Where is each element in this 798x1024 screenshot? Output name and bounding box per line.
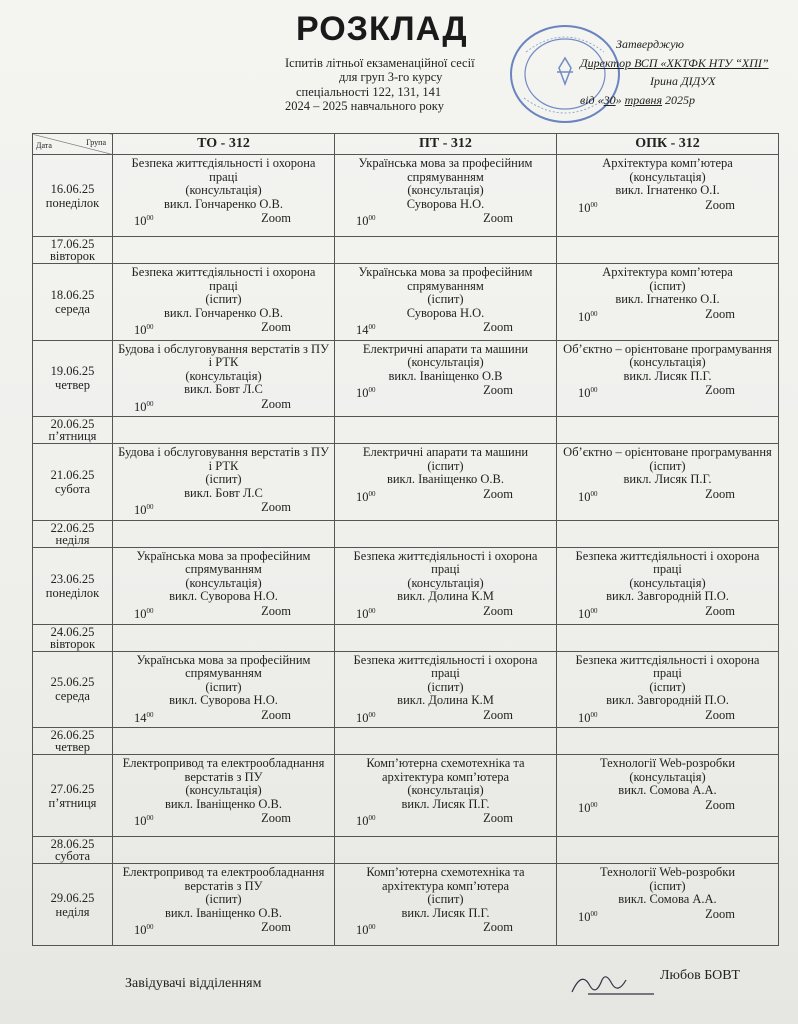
- subject-name: Електропривод та електрообладнання верстатів з ПУ: [122, 865, 325, 893]
- time-row: [560, 384, 775, 401]
- weekday: четвер: [55, 740, 90, 755]
- schedule-cell: [113, 728, 335, 755]
- start-time: $10^{00}$: [134, 814, 154, 829]
- start-time: $10^{00}$: [356, 606, 376, 622]
- signature-icon: [568, 962, 658, 1002]
- start-time: $10^{00}$: [578, 606, 598, 622]
- schedule-cell: [335, 651, 557, 728]
- teacher-name: викл. Долина К.М: [397, 589, 494, 604]
- meeting-mode: Zoom: [705, 306, 735, 321]
- teacher-name: викл. Суворова Н.О.: [169, 589, 278, 604]
- session-type: (іспит): [649, 278, 686, 293]
- schedule-cell: [335, 417, 557, 444]
- subject-name: Безпека життєдіяльності і охорона праці: [353, 548, 538, 577]
- schedule-cell: [113, 651, 335, 728]
- date-cell: [33, 755, 113, 837]
- meeting-mode: Zoom: [705, 197, 735, 212]
- teacher-name: викл. Ігнатенко О.І.: [615, 183, 720, 197]
- meeting-mode: Zoom: [483, 603, 513, 618]
- time-row: [338, 605, 553, 622]
- time-row: [338, 488, 553, 505]
- session-type: (іспит): [427, 892, 464, 907]
- schedule-cell: [557, 264, 779, 341]
- session-type: (іспит): [205, 679, 242, 694]
- session-type: (іспит): [427, 292, 464, 306]
- weekday: четвер: [55, 378, 90, 393]
- meeting-mode: Zoom: [483, 486, 513, 501]
- schedule-cell: [557, 155, 779, 237]
- meeting-mode: Zoom: [261, 211, 291, 225]
- start-time: $10^{00}$: [356, 814, 376, 829]
- start-time: $10^{00}$: [578, 489, 598, 504]
- session-type: (іспит): [427, 679, 464, 694]
- time-row: [560, 605, 775, 622]
- schedule-cell: [335, 864, 557, 946]
- schedule-cell: [113, 755, 335, 837]
- teacher-name: викл. Бовт Л.С: [184, 485, 263, 500]
- date-value: 29.06.25: [50, 890, 95, 905]
- date-cell: [33, 520, 113, 547]
- approval-line-3: Ірина ДІДУХ: [650, 74, 716, 88]
- session-type: (консультація): [407, 783, 484, 798]
- schedule-table: [32, 133, 779, 946]
- page-title: РОЗКЛАД: [296, 10, 468, 48]
- meeting-mode: Zoom: [261, 320, 291, 334]
- subject-name: Українська мова за професійним спрямуванням: [358, 156, 533, 184]
- date-value: 19.06.25: [50, 364, 95, 379]
- schedule-cell: [113, 444, 335, 521]
- footer-signer-title: Завідувачі відділенням: [125, 976, 262, 991]
- schedule-cell: [113, 864, 335, 946]
- table-row: [33, 837, 779, 864]
- schedule-cell: [557, 624, 779, 651]
- session-type: (консультація): [185, 183, 262, 197]
- session-type: (консультація): [629, 575, 706, 590]
- date-cell: [33, 728, 113, 755]
- schedule-cell: [113, 340, 335, 417]
- date-value: 26.06.25: [50, 728, 95, 743]
- subject-name: Безпека життєдіяльності і охорона праці: [131, 265, 316, 293]
- schedule-cell: [557, 444, 779, 521]
- table-row: [33, 520, 779, 547]
- start-time: $10^{00}$: [578, 800, 598, 815]
- start-time: $10^{00}$: [356, 710, 376, 725]
- session-type: (іспит): [649, 458, 686, 473]
- subject-name: Електричні апарати та машини: [362, 341, 529, 356]
- teacher-name: викл. Лисяк П.Г.: [401, 796, 490, 811]
- schedule-cell: [113, 237, 335, 264]
- schedule-cell: [335, 755, 557, 837]
- meeting-mode: Zoom: [483, 211, 513, 225]
- weekday: п’ятниця: [48, 429, 97, 444]
- subtitle-line-4: 2024 – 2025 навчального року: [285, 99, 444, 113]
- subject-name: Комп’ютерна схемотехніка та архітектура комп’ютера: [366, 756, 525, 784]
- meeting-mode: Zoom: [261, 396, 291, 411]
- meeting-mode: Zoom: [483, 811, 513, 826]
- start-time: $10^{00}$: [134, 323, 154, 338]
- subject-name: Комп’ютерна схемотехніка та архітектура комп’ютера: [366, 865, 525, 893]
- subtitle-line-1: Іспитів літньої екзаменаційної сесії: [285, 56, 475, 70]
- teacher-name: викл. Ігнатенко О.І.: [615, 292, 720, 306]
- start-time: $10^{00}$: [134, 923, 154, 938]
- meeting-mode: Zoom: [261, 920, 291, 935]
- schedule-cell: [113, 547, 335, 624]
- start-time: $10^{00}$: [134, 214, 154, 229]
- date-value: 22.06.25: [50, 520, 95, 535]
- time-row: [338, 812, 553, 829]
- date-value: 23.06.25: [50, 571, 95, 586]
- approval-line-2: Директор ВСП «ХКТФК НТУ “ХПІ”: [580, 56, 769, 70]
- schedule-cell: [557, 417, 779, 444]
- teacher-name: викл. Іваніщенко О.В: [388, 368, 503, 383]
- subject-name: Об’єктно – орієнтоване програмування: [563, 445, 772, 460]
- teacher-name: викл. Лисяк П.Г.: [623, 472, 712, 487]
- meeting-mode: Zoom: [261, 707, 291, 722]
- schedule-cell: [335, 837, 557, 864]
- session-type: (іспит): [205, 292, 242, 306]
- table-row: [33, 417, 779, 444]
- teacher-name: Суворова Н.О.: [406, 305, 485, 320]
- weekday: середа: [55, 689, 90, 704]
- time-row: [338, 921, 553, 938]
- start-time: $10^{00}$: [578, 386, 598, 401]
- date-value: 18.06.25: [50, 287, 95, 302]
- schedule-cell: [557, 520, 779, 547]
- start-time: $10^{00}$: [578, 309, 598, 324]
- date-cell: [33, 624, 113, 651]
- schedule-cell: [335, 264, 557, 341]
- approval-block: [580, 34, 780, 111]
- subject-name: Технології Web-розробки: [599, 756, 736, 771]
- teacher-name: викл. Бовт Л.С: [184, 382, 263, 397]
- start-time: $10^{00}$: [134, 503, 154, 518]
- weekday: вівторок: [49, 636, 96, 651]
- session-type: (іспит): [649, 679, 686, 694]
- subject-name: Безпека життєдіяльності і охорона праці: [131, 156, 316, 184]
- meeting-mode: Zoom: [705, 797, 735, 812]
- teacher-name: викл. Завгородній П.О.: [606, 589, 729, 604]
- group-header: ТО - 312: [113, 134, 335, 155]
- schedule-cell: [113, 155, 335, 237]
- date-value: 20.06.25: [50, 417, 95, 432]
- time-row: [560, 199, 775, 216]
- schedule-cell: [113, 264, 335, 341]
- schedule-cell: [557, 864, 779, 946]
- teacher-name: викл. Лисяк П.Г.: [623, 368, 712, 383]
- subtitle-line-3: спеціальності 122, 131, 141: [296, 85, 442, 99]
- meeting-mode: Zoom: [483, 920, 513, 935]
- table-row: [33, 864, 779, 946]
- weekday: субота: [54, 849, 91, 864]
- table-header-row: [33, 134, 779, 155]
- start-time: $10^{00}$: [356, 386, 376, 401]
- start-time: $10^{00}$: [578, 710, 598, 725]
- subject-name: Електропривод та електрообладнання верстатів з ПУ: [122, 756, 325, 784]
- time-row: [560, 908, 775, 925]
- meeting-mode: Zoom: [261, 500, 291, 515]
- session-type: (іспит): [205, 472, 242, 487]
- time-row: [560, 799, 775, 816]
- date-cell: [33, 444, 113, 521]
- meeting-mode: Zoom: [705, 906, 735, 921]
- session-type: (консультація): [407, 183, 484, 197]
- time-row: [116, 921, 331, 938]
- start-time: $10^{00}$: [578, 200, 598, 215]
- schedule-cell: [557, 755, 779, 837]
- table-row: [33, 340, 779, 417]
- date-value: 21.06.25: [50, 468, 95, 483]
- date-cell: [33, 264, 113, 341]
- approval-date: від «30» травня 2025р: [580, 93, 696, 107]
- weekday: понеділок: [45, 195, 100, 210]
- weekday: вівторок: [49, 249, 96, 263]
- corner-cell: Група Дата: [33, 134, 113, 155]
- teacher-name: викл. Іваніщенко О.В.: [164, 796, 283, 811]
- subject-name: Електричні апарати та машини: [362, 445, 529, 460]
- meeting-mode: Zoom: [261, 603, 291, 618]
- teacher-name: викл. Завгородній П.О.: [606, 693, 729, 708]
- time-row: [338, 709, 553, 726]
- session-type: (консультація): [629, 769, 706, 784]
- schedule-cell: [335, 155, 557, 237]
- schedule-cell: [335, 624, 557, 651]
- date-value: 27.06.25: [50, 781, 95, 796]
- date-value: 25.06.25: [50, 675, 95, 690]
- meeting-mode: Zoom: [705, 486, 735, 501]
- teacher-name: викл. Сомова А.А.: [618, 892, 717, 907]
- weekday: неділя: [55, 532, 90, 547]
- date-cell: [33, 155, 113, 237]
- session-type: (консультація): [407, 575, 484, 590]
- schedule-cell: [335, 444, 557, 521]
- meeting-mode: Zoom: [705, 707, 735, 722]
- time-row: [116, 212, 331, 229]
- meeting-mode: Zoom: [483, 707, 513, 722]
- subject-name: Будова і обслуговування верстатів з ПУ і РТК: [118, 445, 329, 473]
- weekday: понеділок: [45, 585, 100, 600]
- date-cell: [33, 651, 113, 728]
- teacher-name: викл. Іваніщенко О.В.: [386, 472, 505, 487]
- table-row: [33, 651, 779, 728]
- start-time: $10^{00}$: [578, 909, 598, 924]
- time-row: [338, 321, 553, 338]
- time-row: [338, 384, 553, 401]
- schedule-cell: [335, 340, 557, 417]
- session-type: (консультація): [407, 355, 484, 370]
- subject-name: Архітектура комп’ютера: [602, 265, 733, 279]
- teacher-name: викл. Гончаренко О.В.: [164, 305, 283, 320]
- date-cell: [33, 837, 113, 864]
- table-row: [33, 444, 779, 521]
- table-row: [33, 237, 779, 264]
- table-row: [33, 755, 779, 837]
- meeting-mode: Zoom: [261, 811, 291, 826]
- teacher-name: викл. Суворова Н.О.: [169, 693, 278, 708]
- date-value: 28.06.25: [50, 837, 95, 852]
- table-row: [33, 728, 779, 755]
- start-time: $10^{00}$: [356, 923, 376, 938]
- subject-name: Безпека життєдіяльності і охорона праці: [353, 652, 538, 681]
- teacher-name: викл. Іваніщенко О.В.: [164, 905, 283, 920]
- subtitle-line-2: для груп 3-го курсу: [339, 70, 443, 84]
- meeting-mode: Zoom: [483, 320, 513, 334]
- approval-line-1: Затверджую: [616, 37, 685, 51]
- time-row: [116, 398, 331, 415]
- subject-name: Українська мова за професійним спрямуванням: [358, 265, 533, 293]
- time-row: [116, 321, 331, 338]
- session-type: (іспит): [649, 878, 686, 893]
- time-row: [560, 308, 775, 325]
- subject-name: Безпека життєдіяльності і охорона праці: [575, 548, 760, 577]
- session-type: (консультація): [185, 575, 262, 590]
- subject-name: Українська мова за професійним спрямуванням: [136, 652, 311, 681]
- weekday: середа: [55, 301, 90, 316]
- session-type: (консультація): [185, 368, 262, 383]
- teacher-name: викл. Лисяк П.Г.: [401, 905, 490, 920]
- time-row: [116, 709, 331, 726]
- time-row: [338, 212, 553, 229]
- session-type: (іспит): [427, 458, 464, 473]
- weekday: субота: [54, 482, 91, 497]
- teacher-name: викл. Гончаренко О.В.: [164, 196, 283, 211]
- teacher-name: викл. Долина К.М: [397, 693, 494, 708]
- session-type: (консультація): [629, 169, 706, 184]
- subject-name: Будова і обслуговування верстатів з ПУ і РТК: [118, 341, 329, 370]
- start-time: $10^{00}$: [134, 399, 154, 414]
- meeting-mode: Zoom: [483, 383, 513, 398]
- group-header: ПТ - 312: [335, 134, 557, 155]
- schedule-cell: [113, 624, 335, 651]
- session-type: (консультація): [629, 355, 706, 370]
- schedule-cell: [335, 728, 557, 755]
- table-row: [33, 624, 779, 651]
- session-type: (іспит): [205, 892, 242, 907]
- teacher-name: Суворова Н.О.: [406, 196, 485, 211]
- schedule-cell: [113, 417, 335, 444]
- weekday: п’ятниця: [48, 795, 97, 810]
- date-cell: [33, 237, 113, 264]
- date-value: 24.06.25: [50, 624, 95, 639]
- time-row: [116, 812, 331, 829]
- schedule-cell: [113, 520, 335, 547]
- session-type: (консультація): [185, 783, 262, 798]
- subject-name: Об’єктно – орієнтоване програмування: [563, 341, 772, 356]
- start-time: $10^{00}$: [134, 606, 154, 622]
- schedule-cell: [557, 547, 779, 624]
- subject-name: Архітектура комп’ютера: [602, 156, 733, 170]
- schedule-cell: [335, 237, 557, 264]
- date-value: 16.06.25: [50, 181, 95, 196]
- date-cell: [33, 340, 113, 417]
- time-row: [116, 605, 331, 622]
- start-time: $14^{00}$: [134, 710, 154, 725]
- schedule-cell: [557, 728, 779, 755]
- footer-signer-name: Любов БОВТ: [660, 968, 740, 983]
- subject-name: Безпека життєдіяльності і охорона праці: [575, 652, 760, 681]
- subject-name: Технології Web-розробки: [599, 865, 736, 880]
- weekday: неділя: [55, 904, 90, 919]
- schedule-cell: [557, 837, 779, 864]
- date-cell: [33, 547, 113, 624]
- schedule-cell: [113, 837, 335, 864]
- schedule-cell: [335, 520, 557, 547]
- meeting-mode: Zoom: [705, 603, 735, 618]
- table-row: [33, 155, 779, 237]
- date-cell: [33, 417, 113, 444]
- schedule-cell: [335, 547, 557, 624]
- start-time: $10^{00}$: [356, 214, 376, 229]
- time-row: [116, 501, 331, 518]
- time-row: [560, 709, 775, 726]
- teacher-name: викл. Сомова А.А.: [618, 783, 717, 798]
- time-row: [560, 488, 775, 505]
- date-value: 17.06.25: [50, 237, 95, 251]
- schedule-cell: [557, 340, 779, 417]
- start-time: $14^{00}$: [356, 323, 376, 338]
- start-time: $10^{00}$: [356, 489, 376, 504]
- subject-name: Українська мова за професійним спрямуванням: [136, 548, 311, 577]
- table-row: [33, 264, 779, 341]
- schedule-cell: [557, 651, 779, 728]
- meeting-mode: Zoom: [705, 383, 735, 398]
- group-header: ОПК - 312: [557, 134, 779, 155]
- schedule-cell: [557, 237, 779, 264]
- table-row: [33, 547, 779, 624]
- date-cell: [33, 864, 113, 946]
